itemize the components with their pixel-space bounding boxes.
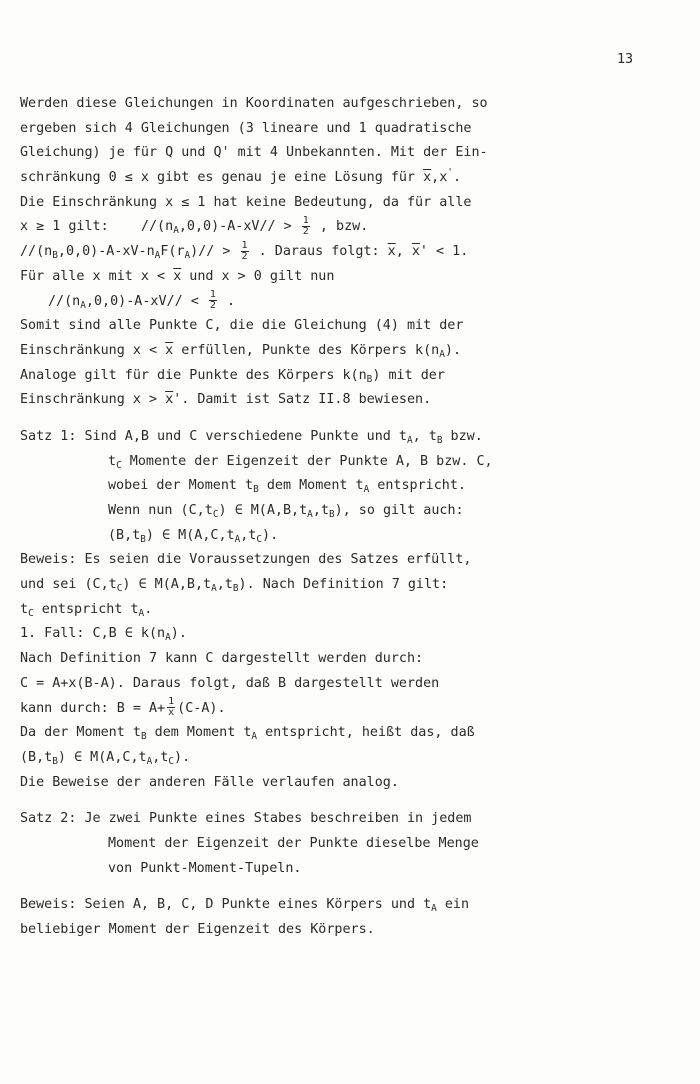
- fraction: [241, 241, 249, 262]
- text-span: wobei der Moment t: [108, 478, 254, 494]
- formula-line: [20, 215, 660, 240]
- text-span: Für alle x mit x <: [20, 268, 174, 284]
- numerator: 1: [241, 239, 248, 251]
- subscript: B: [366, 373, 373, 385]
- text-span: schränkung 0 ≤ x gibt es genau je eine Lösung für: [20, 170, 424, 186]
- subscript: A: [165, 632, 171, 644]
- subscript: A: [234, 533, 241, 545]
- subscript: C: [256, 533, 263, 545]
- text-span: Einschränkung x <: [20, 342, 166, 358]
- subscript: A: [406, 434, 413, 446]
- text-span: ,x: [431, 170, 448, 186]
- text-span: ,t: [152, 749, 169, 765]
- text-span: ) ∈ M(A,B,t: [122, 577, 212, 593]
- text-line: Werden diese Gleichungen in Koordinaten aufgeschrieben, so: [20, 96, 488, 111]
- text-span: entspricht t: [33, 601, 139, 617]
- text-span: ), so gilt auch:: [334, 503, 464, 518]
- proof-line: [20, 721, 660, 746]
- subscript: A: [146, 755, 153, 767]
- text-span: t: [108, 453, 117, 469]
- denominator: x: [168, 707, 175, 718]
- text-span: ).: [170, 626, 187, 642]
- subscript: C: [28, 607, 34, 619]
- text-span: ,0,0)-A-xV-n: [57, 244, 155, 260]
- x-bar: $\overline{x}$: [387, 244, 396, 260]
- text-span: ) ∈ M(A,C,t: [57, 749, 147, 765]
- text-span: //(n: [48, 293, 81, 309]
- x-bar: $\overline{x}$: [173, 268, 182, 284]
- numerator: 1: [209, 288, 216, 300]
- x-bar: $\overline{x}$: [165, 342, 174, 358]
- proof-line: Beweis: Es seien die Voraussetzungen des Satzes erfüllt,: [20, 552, 472, 568]
- text-span: ). Nach Definition 7 gilt:: [238, 577, 449, 593]
- subscript: A: [363, 484, 370, 496]
- subscript: A: [439, 348, 445, 360]
- text-span: .: [218, 293, 236, 309]
- text-span: , bzw.: [311, 219, 369, 235]
- text-span: Wenn nun (C,t: [108, 503, 213, 518]
- subscript: A: [307, 509, 313, 520]
- text-line: [20, 265, 660, 290]
- text-span: ' < 1.: [419, 244, 469, 260]
- subscript: A: [251, 731, 258, 743]
- subscript: B: [52, 755, 58, 767]
- theorem-line: Moment der Eigenzeit der Punkte dieselbe Menge: [108, 835, 479, 851]
- text-span: dem Moment t: [146, 725, 252, 741]
- proof-line: [20, 697, 660, 722]
- text-line: [20, 166, 660, 191]
- text-span: )// >: [190, 244, 239, 260]
- text-span: ) ∈ M(A,B,t: [218, 503, 308, 518]
- theorem-line: [20, 499, 660, 524]
- text-span: erfüllen, Punkte des Körpers k(n: [173, 342, 440, 358]
- subscript: B: [436, 434, 443, 446]
- text-span: ,t: [216, 577, 233, 593]
- proof-line: Die Beweise der anderen Fälle verlaufen analog.: [20, 774, 399, 790]
- text-span: kann durch: B = A+: [20, 700, 166, 716]
- text-span: ) mit der: [372, 367, 445, 383]
- text-line: [20, 388, 660, 413]
- formula-line: [20, 290, 660, 315]
- formula-line: [20, 240, 660, 265]
- text-span: ein: [436, 897, 470, 913]
- subscript: B: [253, 484, 259, 496]
- theorem-line: Satz 2: Je zwei Punkte eines Stabes beschreiben in jedem: [20, 811, 472, 827]
- spacer: [20, 795, 660, 807]
- proof-line: C = A+x(B-A). Daraus folgt, daß B dargestellt werden: [20, 675, 440, 691]
- subscript: B: [140, 731, 147, 743]
- numerator: 1: [302, 214, 309, 226]
- text-line: [20, 339, 660, 364]
- text-span: .: [144, 601, 153, 617]
- proof-line: [20, 573, 660, 598]
- denominator: 2: [302, 225, 309, 237]
- proof-line: [20, 746, 660, 771]
- theorem-line: [20, 425, 660, 450]
- fraction: [302, 216, 310, 237]
- x-bar: $\overline{x}$: [411, 244, 420, 260]
- theorem-line: [20, 450, 660, 475]
- text-span: ).: [444, 342, 462, 358]
- text-span: dem Moment t: [258, 478, 364, 494]
- spacer: [20, 881, 660, 893]
- subscript: A: [211, 583, 217, 595]
- text-span: Beweis: Seien A, B, C, D Punkte eines Körpers und t: [20, 897, 432, 913]
- text-span: und sei (C,t: [20, 577, 117, 593]
- subscript: A: [138, 607, 145, 619]
- text-line: Gleichung) je für Q und Q' mit 4 Unbekannten. Mit der Ein-: [20, 145, 488, 161]
- fraction: [167, 697, 175, 718]
- text-span: //(n: [20, 244, 53, 260]
- text-line: Die Einschränkung x ≤ 1 hat keine Bedeutung, da für alle: [20, 194, 472, 210]
- text-span: F(r: [160, 244, 185, 260]
- subscript: A: [431, 903, 437, 915]
- denominator: 2: [241, 250, 248, 262]
- text-span: bzw.: [442, 428, 483, 444]
- proof-line: [20, 598, 660, 623]
- text-span: ,t: [312, 503, 329, 518]
- proof-line: beliebiger Moment der Eigenzeit des Körpers.: [20, 922, 375, 937]
- theorem-line: von Punkt-Moment-Tupeln.: [108, 860, 302, 876]
- text-span: Da der Moment t: [20, 725, 141, 741]
- subscript: B: [232, 583, 239, 595]
- theorem-line: [20, 524, 660, 549]
- fraction: [209, 290, 217, 311]
- text-span: entspricht, heißt das, daß: [257, 725, 475, 741]
- numerator: 1: [168, 695, 175, 707]
- subscript: C: [168, 755, 175, 767]
- text-span: ,0,0)-A-xV// <: [85, 293, 207, 309]
- subscript: A: [184, 250, 191, 262]
- text-span: (B,t: [108, 527, 141, 543]
- x-bar: $\overline{x}$: [423, 170, 432, 186]
- x-bar: $\overline{x}$: [165, 392, 174, 408]
- text-span: Einschränkung x >: [20, 392, 166, 408]
- text-span: ,0,0)-A-xV// >: [178, 219, 300, 235]
- subscript: C: [212, 509, 219, 520]
- text-span: (B,t: [20, 749, 53, 765]
- proof-line: [20, 622, 660, 647]
- text-span: und x > 0 gilt nun: [181, 268, 335, 284]
- text-span: x ≥ 1 gilt: //(n: [20, 219, 174, 235]
- text-span: 1. Fall: C,B ∈ k(n: [20, 626, 166, 642]
- text-span: Satz 1: Sind A,B und C verschiedene Punkte und t: [20, 428, 407, 444]
- subscript: B: [52, 250, 58, 262]
- subscript: A: [173, 225, 179, 237]
- proof-line: Nach Definition 7 kann C dargestellt werden durch:: [20, 651, 424, 667]
- text-span: ).: [174, 749, 191, 765]
- subscript: A: [154, 250, 161, 262]
- text-line: ergeben sich 4 Gleichungen (3 lineare und 1 quadratische: [20, 120, 472, 136]
- text-span: ) ∈ M(A,C,t: [145, 527, 235, 543]
- prime-mark: ': [447, 167, 453, 179]
- text-span: t: [20, 601, 29, 617]
- text-span: .: [452, 170, 461, 186]
- denominator: 2: [209, 300, 216, 311]
- spacer: [20, 413, 660, 425]
- text-span: Momente der Eigenzeit der Punkte A, B bzw. C,: [121, 453, 493, 469]
- text-line: Somit sind alle Punkte C, die die Gleichung (4) mit der: [20, 318, 464, 334]
- text-span: ,t: [240, 527, 257, 543]
- text-span: ).: [262, 527, 279, 543]
- theorem-line: [20, 474, 660, 499]
- text-span: '. Damit ist Satz II.8 bewiesen.: [173, 392, 432, 408]
- subscript: A: [80, 299, 86, 311]
- text-line: [20, 364, 660, 389]
- text-span: (C-A).: [177, 700, 226, 716]
- subscript: C: [116, 459, 122, 471]
- text-span: entspricht.: [369, 478, 466, 494]
- proof-line: [20, 893, 660, 918]
- subscript: B: [328, 509, 335, 520]
- text-span: ,: [395, 244, 412, 260]
- document-body: [20, 92, 660, 943]
- text-span: , t: [412, 428, 437, 444]
- page-number: 13: [617, 52, 634, 67]
- text-span: Analoge gilt für die Punkte des Körpers k(n: [20, 367, 367, 383]
- subscript: C: [116, 583, 123, 595]
- subscript: B: [140, 533, 146, 545]
- text-span: . Daraus folgt:: [250, 244, 388, 260]
